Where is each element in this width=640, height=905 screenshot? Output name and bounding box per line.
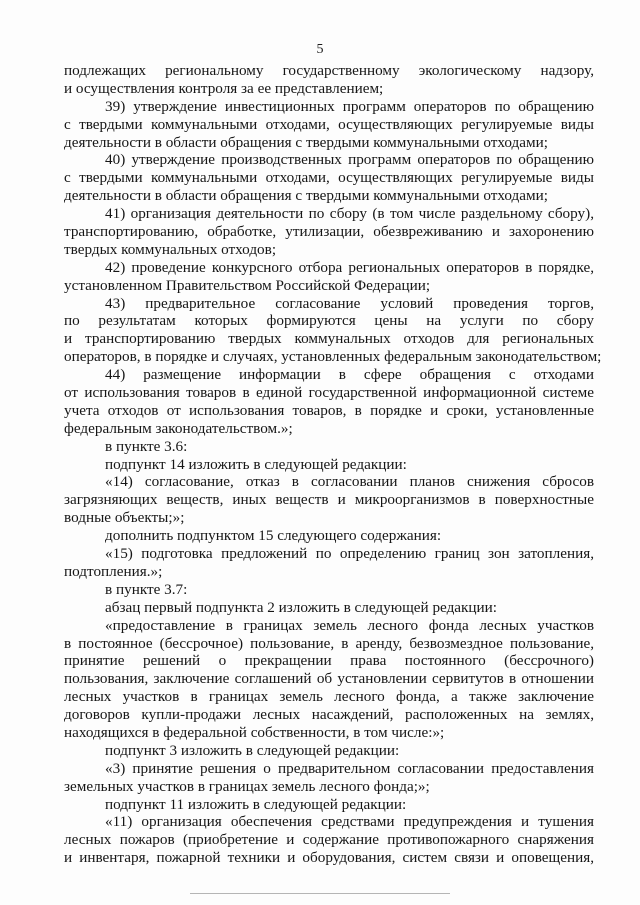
text-line: в пункте 3.7:: [105, 580, 188, 598]
text-line: находящихся в федеральной собственности, в том числе:»;: [64, 723, 445, 741]
text-line: абзац первый подпункта 2 изложить в следующей редакции:: [105, 598, 498, 616]
text-line: пользования, заключение соглашений об установлении сервитутов в отношении: [64, 670, 594, 688]
text-line: деятельности в области обращения с твердыми коммунальными отходами;: [64, 133, 548, 151]
text-line: подпункт 14 изложить в следующей редакции:: [105, 455, 407, 473]
text-line: подлежащих региональному государственному экологическому надзору,: [64, 62, 594, 79]
text-line: «11) организация обеспечения средствами предупреждения и тушения: [105, 813, 594, 831]
text-line: водные объекты;»;: [64, 509, 185, 527]
text-line: 42) проведение конкурсного отбора региональных операторов в порядке,: [105, 258, 594, 276]
text-line: 40) утверждение производственных программ операторов по обращению: [105, 151, 594, 169]
text-line: земельных участков в границах земель лесного фонда;»;: [64, 777, 430, 795]
text-line: «предоставление в границах земель лесного фонда лесных участков: [105, 616, 594, 634]
text-line: «14) согласование, отказ в согласовании планов снижения сбросов: [105, 473, 594, 491]
text-line: лесных пожаров (приобретение и содержание противопожарного снаряжения: [64, 831, 594, 849]
text-line: 44) размещение информации в сфере обращения с отходами: [105, 366, 594, 384]
text-line: договоров купли-продажи лесных насаждений, расположенных на землях,: [64, 706, 594, 724]
page-number: 5: [316, 42, 324, 57]
text-line: «3) принятие решения о предварительном согласовании предоставления: [105, 759, 594, 777]
text-line: в постоянное (бессрочное) пользование, в аренду, безвозмездное пользование,: [64, 634, 594, 652]
text-line: установленном Правительством Российской Федерации;: [64, 276, 431, 294]
text-line: по результатам которых формируются цены на услуги по сбору: [64, 312, 594, 330]
text-line: 43) предварительное согласование условий проведения торгов,: [105, 294, 594, 312]
text-line: и транспортированию твердых коммунальных отходов для региональных: [64, 330, 594, 348]
document-body: [64, 62, 602, 867]
text-line: с твердыми коммунальными отходами, осуществляющих регулируемые виды: [64, 169, 594, 187]
text-line: дополнить подпунктом 15 следующего содержания:: [105, 527, 442, 545]
text-line: твердых коммунальных отходов;: [64, 240, 277, 258]
text-line: 39) утверждение инвестиционных программ операторов по обращению: [105, 97, 594, 115]
text-line: учета отходов от использования товаров, в порядке и сроки, установленные: [64, 401, 594, 419]
footer-divider: [190, 893, 450, 894]
text-line: от использования товаров в единой государственной информационной системе: [64, 384, 594, 402]
text-line: подтопления.»;: [64, 562, 163, 580]
text-line: и осуществления контроля за ее представлением;: [64, 79, 384, 97]
text-line: операторов, в порядке и случаях, установленных федеральным законодательством;: [64, 348, 602, 366]
text-line: «15) подготовка предложений по определению границ зон затопления,: [105, 545, 594, 563]
text-line: принятие решений о прекращении права постоянного (бессрочного): [64, 652, 594, 670]
text-line: подпункт 11 изложить в следующей редакции:: [105, 795, 407, 813]
text-line: транспортированию, обработке, утилизации, обезвреживанию и захоронению: [64, 223, 594, 241]
text-line: 41) организация деятельности по сбору (в том числе раздельному сбору),: [105, 205, 594, 223]
text-line: и инвентаря, пожарной техники и оборудования, систем связи и оповещения,: [64, 849, 594, 867]
text-line: загрязняющих веществ, иных веществ и микроорганизмов в поверхностные: [64, 491, 594, 509]
text-line: подпункт 3 изложить в следующей редакции:: [105, 741, 400, 759]
text-line: федеральным законодательством.»;: [64, 419, 293, 437]
text-line: с твердыми коммунальными отходами, осуществляющих регулируемые виды: [64, 115, 594, 133]
text-line: деятельности в области обращения с твердыми коммунальными отходами;: [64, 187, 548, 205]
text-line: лесных участков в границах земель лесного фонда, а также заключение: [64, 688, 594, 706]
text-line: в пункте 3.6:: [105, 437, 188, 455]
